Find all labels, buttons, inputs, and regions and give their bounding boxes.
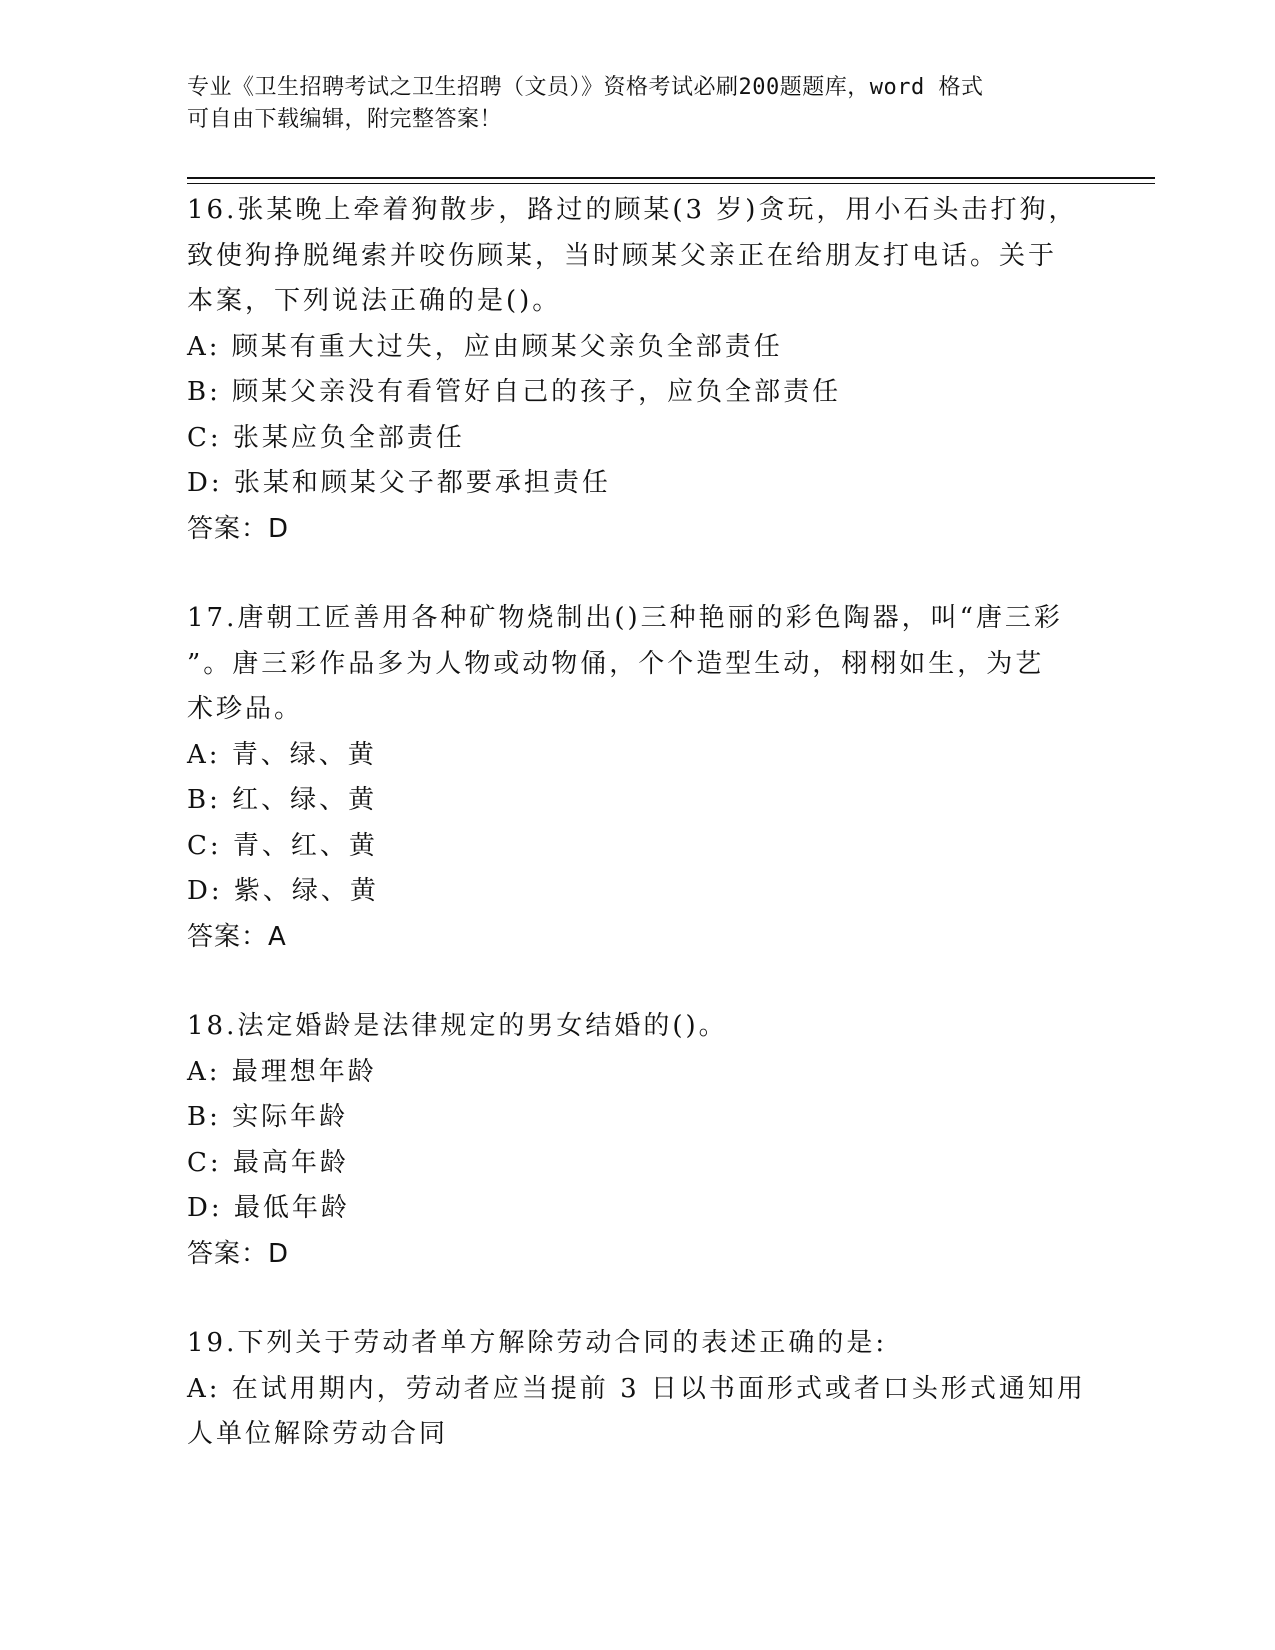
option-a: A: 在试用期内，劳动者应当提前 3 日以书面形式或者口头形式通知用: [187, 1373, 1086, 1404]
document-header: [187, 72, 1067, 136]
option-d: D: 紫、绿、黄: [187, 876, 379, 906]
option-a: A: 顾某有重大过失，应由顾某父亲负全部责任: [187, 331, 783, 362]
question-stem-line: 17.唐朝工匠善用各种矿物烧制出()三种艳丽的彩色陶器，叫“唐三彩: [187, 603, 1063, 633]
option-b: B: 红、绿、黄: [187, 785, 378, 815]
question-list: [187, 188, 1087, 1458]
header-divider-thick: [187, 177, 1155, 179]
option-b: B: 顾某父亲没有看管好自己的孩子，应负全部责任: [187, 377, 842, 407]
answer-line: 答案：D: [187, 513, 290, 544]
question-stem-line: 致使狗挣脱绳索并咬伤顾某，当时顾某父亲正在给朋友打电话。关于: [187, 240, 1058, 271]
option-a: A: 青、绿、黄: [187, 739, 377, 770]
option-c: C: 最高年龄: [187, 1147, 349, 1178]
question-18: [187, 1004, 1087, 1277]
option-d: D: 张某和顾某父子都要承担责任: [187, 468, 611, 498]
question-19: [187, 1321, 1087, 1458]
option-c: C: 张某应负全部责任: [187, 422, 465, 453]
header-divider-thin: [187, 183, 1155, 184]
answer-line: 答案：D: [187, 1238, 290, 1269]
question-stem-line: ”。唐三彩作品多为人物或动物俑，个个造型生动，栩栩如生，为艺: [187, 648, 1045, 679]
question-16: [187, 188, 1087, 552]
option-a-continued: 人单位解除劳动合同: [187, 1419, 449, 1449]
option-c: C: 青、红、黄: [187, 830, 378, 861]
answer-line: 答案：A: [187, 921, 287, 952]
question-stem-line: 16.张某晚上牵着狗散步，路过的顾某(3 岁)贪玩，用小石头击打狗，: [187, 195, 1078, 225]
question-stem-line: 19.下列关于劳动者单方解除劳动合同的表述正确的是:: [187, 1328, 888, 1358]
header-line-2: 可自由下载编辑，附完整答案！: [187, 107, 503, 132]
question-stem-line: 18.法定婚龄是法律规定的男女结婚的()。: [187, 1011, 728, 1041]
question-stem-line: 术珍品。: [187, 694, 304, 724]
option-a: A: 最理想年龄: [187, 1056, 377, 1087]
option-b: B: 实际年龄: [187, 1102, 349, 1132]
question-17: [187, 596, 1087, 960]
question-stem-line: 本案，下列说法正确的是()。: [187, 286, 562, 316]
option-d: D: 最低年龄: [187, 1193, 350, 1223]
header-line-1: 专业《卫生招聘考试之卫生招聘（文员）》资格考试必刷200题题库，word 格式: [187, 75, 984, 100]
